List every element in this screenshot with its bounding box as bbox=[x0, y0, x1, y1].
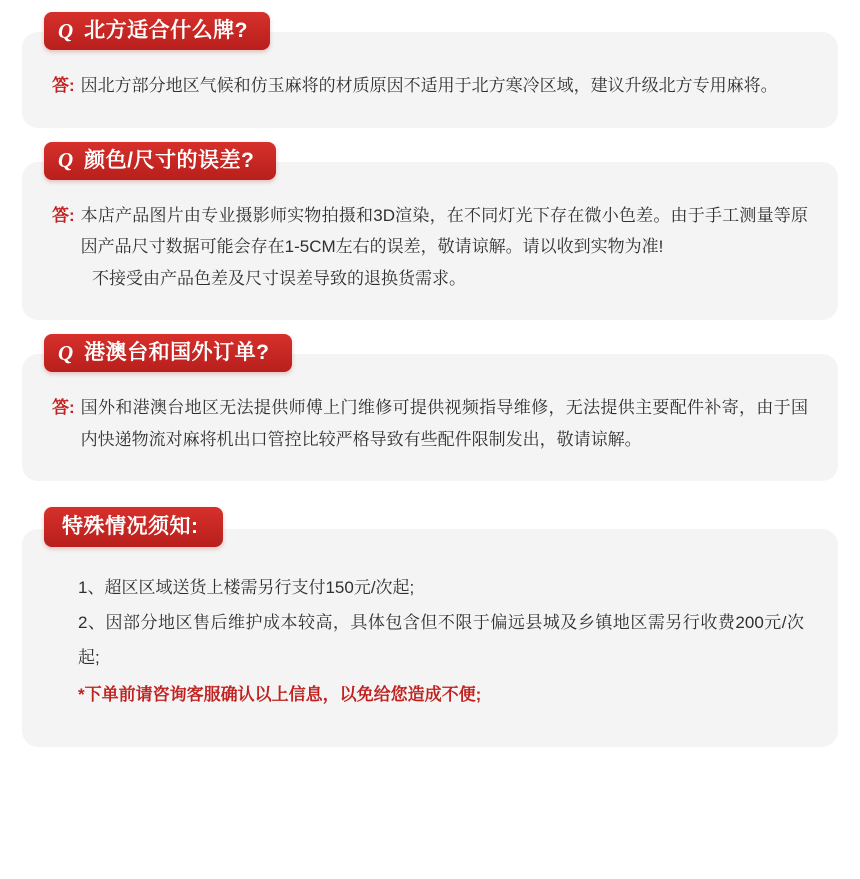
faq-item bbox=[22, 142, 838, 320]
faq-item bbox=[22, 334, 838, 481]
faq-question-header bbox=[44, 142, 276, 180]
faq-question-text: 颜色/尺寸的误差? bbox=[84, 148, 255, 172]
faq-answer-text: 因北方部分地区气候和仿玉麻将的材质原因不适用于北方寒冷区域，建议升级北方专用麻将。 bbox=[80, 76, 778, 96]
question-marker-icon: Q bbox=[58, 148, 74, 173]
faq-answer-text: 本店产品图片由专业摄影师实物拍摄和3D渲染，在不同灯光下存在微小色差。由于手工测量等原因产品尺寸数据可能会存在1-5CM左右的误差，敬请谅解。请以收到实物为准! bbox=[80, 205, 808, 257]
special-notice-title: 特殊情况须知: bbox=[62, 515, 199, 539]
question-marker-icon: Q bbox=[58, 340, 74, 365]
answer-label: 答: bbox=[52, 398, 75, 418]
notice-list-item: 1、超区区域送货上楼需另行支付150元/次起; bbox=[78, 578, 415, 598]
faq-answer-extra-text: 不接受由产品色差及尺寸误差导致的退换货需求。 bbox=[92, 268, 466, 288]
faq-answer-row bbox=[52, 200, 808, 263]
faq-question-header bbox=[44, 334, 292, 372]
faq-question-header bbox=[44, 12, 270, 50]
faq-answer-row bbox=[52, 70, 808, 101]
special-notice-panel bbox=[22, 529, 838, 746]
faq-answer-panel bbox=[22, 162, 838, 320]
question-marker-icon: Q bbox=[58, 18, 74, 43]
faq-item bbox=[22, 12, 838, 128]
faq-answer-panel bbox=[22, 354, 838, 481]
faq-question-text: 港澳台和国外订单? bbox=[84, 341, 270, 365]
answer-label: 答: bbox=[52, 205, 75, 225]
notice-list-item: 2、因部分地区售后维护成本较高，具体包含但不限于偏远县城及乡镇地区需另行收费200元/次起; bbox=[78, 613, 804, 667]
faq-question-text: 北方适合什么牌? bbox=[84, 19, 248, 42]
faq-answer-text: 国外和港澳台地区无法提供师傅上门维修可提供视频指导维修，无法提供主要配件补寄，由于国内快递物流对麻将机出口管控比较严格导致有些配件限制发出，敬请谅解。 bbox=[80, 398, 808, 449]
special-notice-header bbox=[44, 507, 223, 547]
answer-label: 答: bbox=[52, 76, 75, 96]
notice-warning-text: *下单前请咨询客服确认以上信息，以免给您造成不便; bbox=[78, 684, 482, 704]
faq-answer-row bbox=[52, 392, 808, 455]
special-notice-block bbox=[22, 507, 838, 747]
